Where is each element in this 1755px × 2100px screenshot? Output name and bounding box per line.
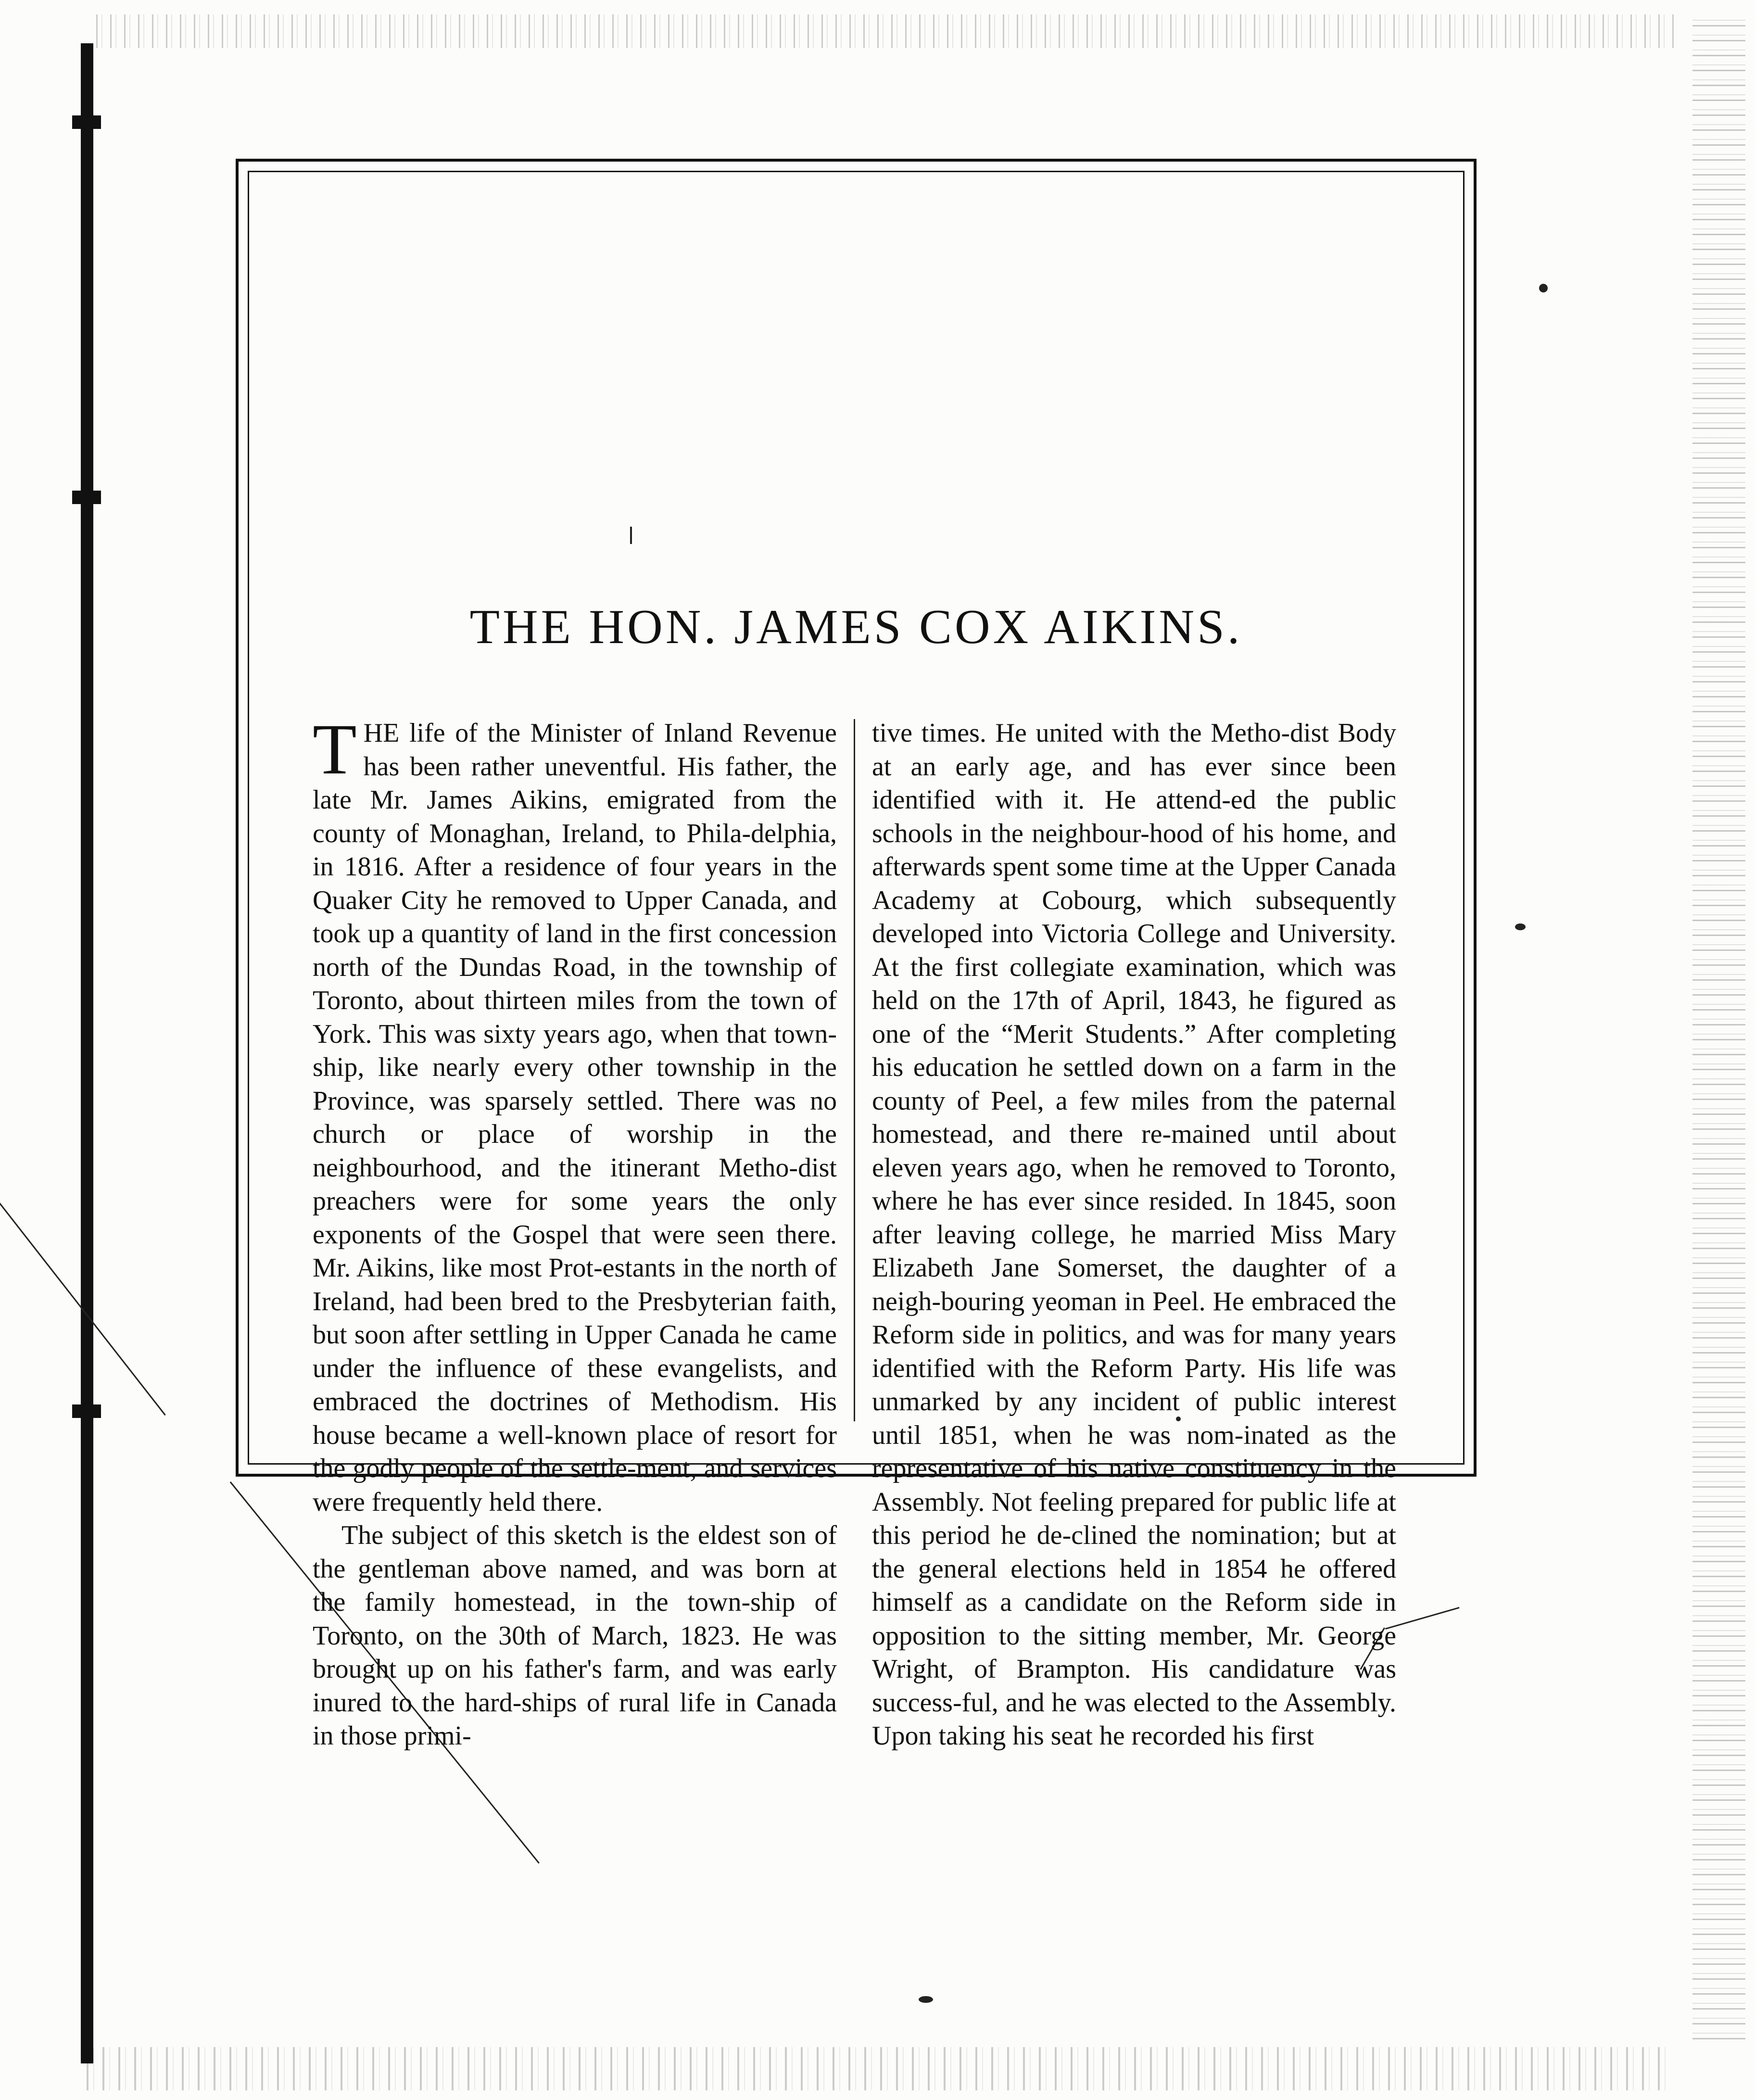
- binding-notch: [72, 491, 101, 504]
- paragraph-text: HE life of the Minister of Inland Revenue has been rather uneventful. His father, the late Mr. James Aikins, emigrated from the county of Monaghan, Ireland, to Phila-delphia, in 1816. After a residence of four years in the Quaker City he removed to Upper Canada, and took up a quantity of land in the first concession north of the Dundas Road, in the township of Toronto, about thirteen miles from the town of York. This was sixty years ago, when that town-ship, like nearly every other township in the Province, was sparsely settled. There was no church or place of worship in the neighbourhood, and the itinerant Metho-dist preachers were for some years the only exponents of the Gospel that were seen there. Mr. Aikins, like most Prot-estants in the north of Ireland, had been bred to the Presbyterian faith, but soon after settling in Upper Canada he came under the influence of these evangelists, and embraced the doctrines of Methodism. His house became a well-known place of resort for the godly people of the settle-ment, and services were frequently held there.: [313, 718, 837, 1517]
- paragraph: [313, 709, 837, 1519]
- binding-notch: [72, 1404, 101, 1418]
- binding-notch: [72, 115, 101, 129]
- scan-noise-bottom: [87, 2047, 1674, 2090]
- scan-speck: [1515, 923, 1526, 930]
- binding-edge: [81, 43, 93, 2063]
- scan-noise-top: [96, 14, 1674, 48]
- pen-mark-line: [1385, 1607, 1460, 1630]
- left-column: [313, 709, 837, 1753]
- paragraph: The subject of this sketch is the eldest son of the gentleman above named, and was born at the family homestead, in the town-ship of Toronto, on the 30th of March, 1823. He was brought up on his father's farm, and was early inured to the hard-ships of rural life in Canada in those primi-: [313, 1520, 837, 1751]
- drop-cap: T: [313, 709, 357, 789]
- article-title: THE HON. JAMES COX AIKINS.: [469, 600, 1243, 654]
- paragraph: tive times. He united with the Metho-dist Body at an early age, and has ever since been identified with it. He attend-ed the public schools in the neighbour-hood of his home, and afterwards spent some time at the Upper Canada Academy at Cobourg, which subsequently developed into Victoria College and University. At the first collegiate examination, which was held on the 17th of April, 1843, he figured as one of the “Merit Students.” After completing his education he settled down on a farm in the county of Peel, a few miles from the paternal homestead, and there re-mained until about eleven years ago, when he removed to Toronto, where he has ever since resided. In 1845, soon after leaving college, he married Miss Mary Elizabeth Jane Somerset, the daughter of a neigh-bouring yeoman in Peel. He embraced the Reform side in politics, and was for many years identified with the Reform Party. His life was unmarked by any incident of public interest until 1851, when he was nom-inated as the representative of his native constituency in the Assembly. Not feeling prepared for public life at this period he de-clined the nomination; but at the general elections held in 1854 he offered himself as a candidate on the Reform side in opposition to the sitting member, Mr. George Wright, of Brampton. His candidature was success-ful, and he was elected to the Assembly. Upon taking his seat he recorded his first: [872, 718, 1396, 1751]
- scan-noise-right: [1692, 19, 1745, 2039]
- column-divider: [854, 719, 855, 1421]
- right-column: [872, 717, 1396, 1753]
- scan-speck: [919, 1996, 933, 2003]
- scan-speck: [1539, 284, 1548, 292]
